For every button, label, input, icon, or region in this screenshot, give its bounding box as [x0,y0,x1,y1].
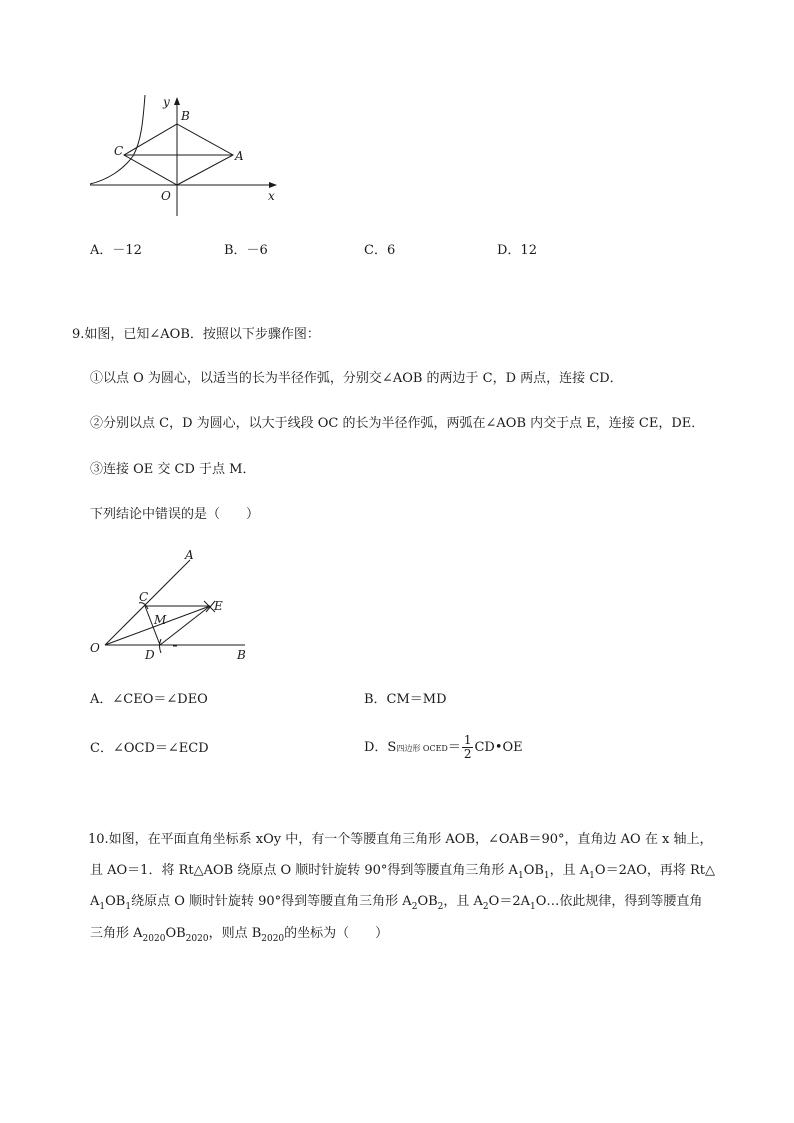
q9-option-a[interactable]: A．∠CEO＝∠DEO [90,692,208,707]
q10-line3-s3: 2 [411,902,418,912]
q8-option-c[interactable]: C．6 [364,243,396,258]
q8-label-B: B [181,109,190,123]
q10-line4-s3: 2020 [261,934,285,944]
q10-line4-s2: 2020 [185,934,209,944]
q9-step3: ③连接 OE 交 CD 于点 M． [90,462,256,477]
q9-question: 下列结论中错误的是（ ） [90,507,260,522]
q8-label-y: y [163,95,170,109]
q10-line3-s2: 1 [125,902,132,912]
q10-line4-d: 的坐标为（ ） [284,926,389,941]
q8-label-O: O [161,189,171,203]
q10-line1: 10.如图，在平面直角坐标系 xOy 中，有一个等腰直角三角形 AOB，∠OAB＝90°，直角边 AO 在 x 轴上， [88,832,713,847]
q10-line2-s3: 1 [589,871,595,881]
q9-label-C: C [139,590,149,604]
q10-line2-s1: 1 [517,871,524,881]
q10-line3-b: OB [105,894,126,909]
q10-line3-s5: 2 [482,902,489,912]
q9-stem-text: 如图，已知∠AOB．按照以下步骤作图： [84,327,320,342]
q8-label-A: A [235,149,244,163]
q8-label-C: C [114,144,124,158]
q9-label-M: M [154,613,167,627]
q9-option-d-prefix: D．S [364,740,397,755]
q10-line3-d: OB [417,894,438,909]
q10-line3-e: ，且 A [443,894,483,909]
q10-line4-b: OB [165,926,186,941]
q10-line4-s1: 2020 [142,934,166,944]
q9-option-c[interactable]: C．∠OCD＝∠ECD [90,741,209,756]
q10-line3-g: O…依此规律，得到等腰直角 [535,894,703,909]
q8-option-b[interactable]: B．－6 [224,243,268,258]
q9-figure [85,545,260,665]
q10-line2-s2: 1 [543,871,550,881]
q8-hyperbola [90,95,145,184]
q10-line2-d: O＝2AO，再将 Rt△ [594,863,716,878]
q9-label-E: E [214,599,223,613]
q9-stem [72,327,320,343]
q10-line2-c: ，且 A [549,863,590,878]
q9-arc-D [160,639,162,653]
q10-line4 [90,926,388,943]
q9-label-B: B [237,648,246,662]
q9-option-d-sub: 四边形 OCED [396,744,448,753]
q9-option-d-den: 2 [463,747,472,761]
q9-number: 9. [72,327,85,342]
q9-label-O: O [90,641,100,655]
q10-line3-a: A [90,894,100,909]
q8-label-x: x [268,189,275,203]
q8-option-a[interactable]: A．－12 [90,243,142,258]
q9-option-d-fraction [462,734,474,761]
q10-line2-a: 且 AO＝1．将 Rt△AOB 绕原点 O 顺时针旋转 90°得到等腰直角三角形 A [90,863,518,878]
q9-step2: ②分别以点 C，D 为圆心，以大于线段 OC 的长为半径作弧，两弧在∠AOB 内交于点 E，连接 CE，DE． [90,416,705,431]
q10-line3-s1: 1 [99,902,106,912]
q9-option-d-eq: ＝ [447,740,461,755]
q10-line3-f: O＝2A [488,894,530,909]
q9-option-d-suffix: CD•OE [474,740,523,755]
q9-label-A: A [185,548,194,562]
q8-option-d[interactable]: D．12 [497,243,537,258]
q9-seg-DE [160,606,210,645]
q9-option-d[interactable] [364,732,523,765]
q10-line4-a: 三角形 A [90,926,143,941]
q10-line3-s6: 1 [529,902,536,912]
q9-option-d-num: 1 [463,733,472,747]
q10-line3 [90,894,702,911]
q10-line2-b: OB [523,863,544,878]
q10-line4-c: ，则点 B [208,926,262,941]
q9-option-b[interactable]: B．CM＝MD [364,692,447,707]
q8-y-arrow [174,97,180,105]
q9-label-D: D [145,648,155,662]
q10-line2 [90,863,715,880]
q8-figure [85,92,285,222]
q8-x-arrow [269,182,277,188]
q10-line3-s4: 2 [437,902,444,912]
q10-line3-c: 绕原点 O 顺时针旋转 90°得到等腰直角三角形 A [131,894,412,909]
q9-step1: ①以点 O 为圆心，以适当的长为半径作弧，分别交∠AOB 的两边于 C，D 两点，连接 CD． [90,371,623,386]
